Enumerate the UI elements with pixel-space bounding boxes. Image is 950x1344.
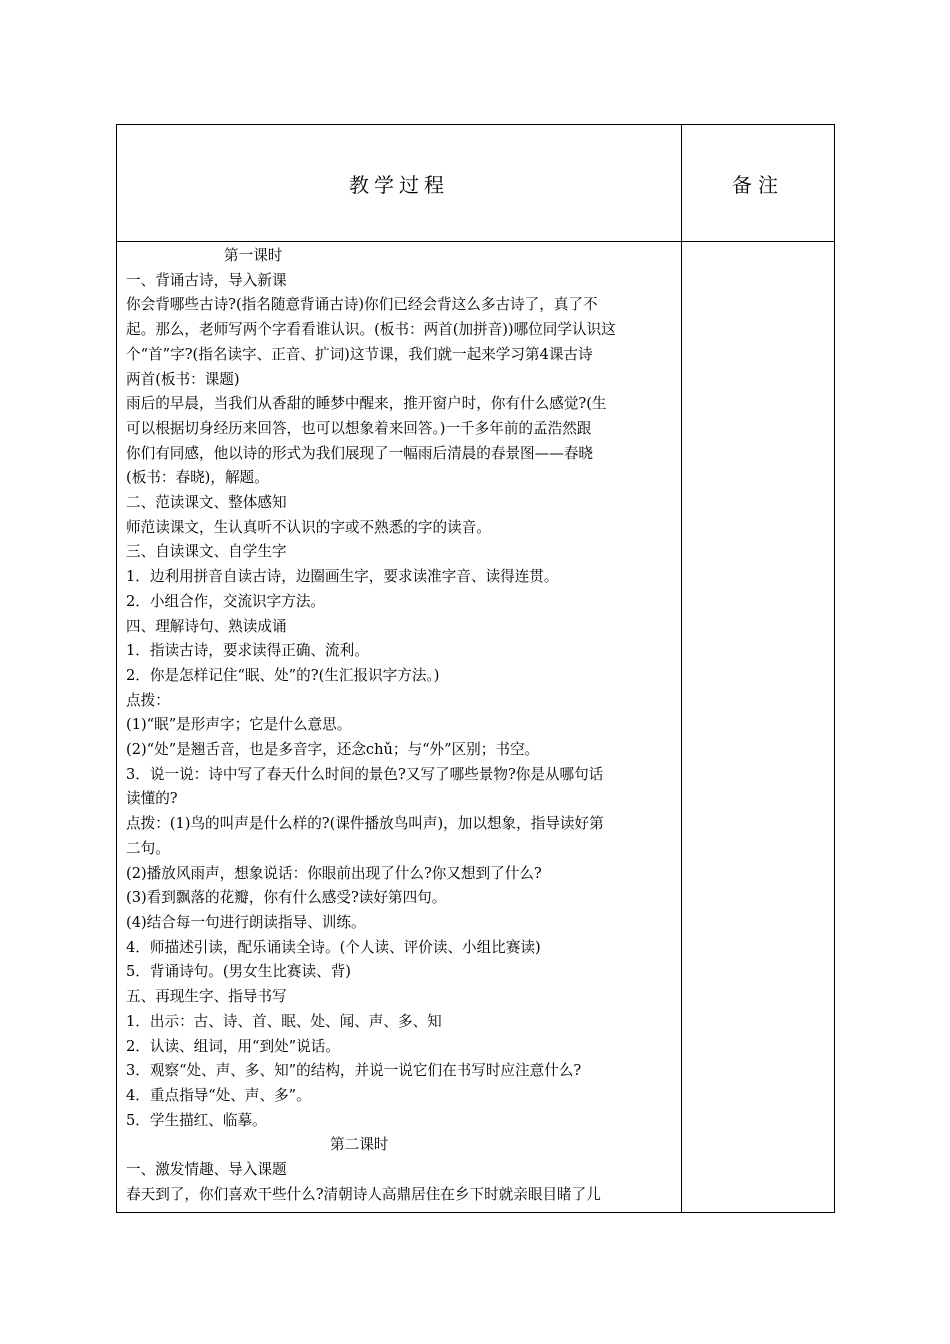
session2-title: 第二课时: [330, 1136, 389, 1154]
list-item: 4．重点指导“处、声、多”。: [126, 1086, 311, 1104]
paragraph-line: 雨后的早晨，当我们从香甜的睡梦中醒来，推开窗户时，你有什么感觉?(生: [126, 395, 607, 413]
lesson-table: [116, 124, 835, 1213]
section-heading: 一、激发情趣、导入课题: [126, 1161, 287, 1179]
list-item-continuation: 读懂的?: [126, 790, 178, 808]
list-item: 2．认读、组词，用“到处”说话。: [126, 1037, 340, 1055]
session1-title: 第一课时: [224, 247, 283, 264]
tip-label: 点拨：: [126, 691, 170, 709]
section-heading: 二、范读课文、整体感知: [126, 494, 287, 512]
paragraph-line: (板书：春晓)，解题。: [126, 469, 269, 487]
list-item: 2．小组合作，交流识字方法。: [126, 592, 326, 610]
header-divider: [117, 241, 834, 242]
paragraph-line: 两首(板书：课题): [126, 370, 240, 388]
section-heading: 一、背诵古诗，导入新课: [126, 271, 287, 289]
list-item: 1．指读古诗，要求读得正确、流利。: [126, 642, 369, 660]
list-item: 2．你是怎样记住“眠、处”的?(生汇报识字方法。): [126, 666, 440, 684]
paragraph-line: [126, 293, 674, 318]
header-teaching-process: 教学过程: [349, 172, 449, 197]
teaching-process-content: [126, 244, 674, 1210]
header-notes: 备注: [732, 172, 784, 197]
tip-item: (4)结合每一句进行朗读指导、训练。: [126, 913, 366, 931]
tip-item: (1)“眠”是形声字；它是什么意思。: [126, 716, 352, 734]
paragraph-line: 春天到了，你们喜欢干些什么?清朝诗人高鼎居住在乡下时就亲眼目睹了儿: [126, 1185, 601, 1203]
paragraph-line: 可以根据切身经历来回答，也可以想象着来回答。)一千多年前的孟浩然跟: [126, 419, 592, 437]
tip-item-continuation: 二句。: [126, 839, 170, 857]
list-item: 1．出示：古、诗、首、眠、处、闻、声、多、知: [126, 1012, 442, 1030]
list-item: 5．学生描红、临摹。: [126, 1111, 267, 1129]
section-heading: 五、再现生字、指导书写: [126, 988, 287, 1006]
tip-item: (2)“处”是翘舌音，也是多音字，还念chǔ；与“外”区别；书空。: [126, 741, 540, 759]
paragraph-text: 你会背哪些古诗?(指名随意背诵古诗)你们已经会背这么多古诗了，真了不: [126, 296, 598, 314]
tip-item: 点拨：(1)鸟的叫声是什么样的?(课件播放鸟叫声)，加以想象，指导读好第: [126, 815, 604, 833]
paragraph-line: 你们有同感，他以诗的形式为我们展现了一幅雨后清晨的春景图——春晓: [126, 444, 594, 462]
section-heading: 四、理解诗句、熟读成诵: [126, 617, 287, 635]
list-item: 3．说一说：诗中写了春天什么时间的景色?又写了哪些景物?你是从哪句话: [126, 765, 604, 783]
paragraph-line: 起。那么，老师写两个字看看谁认识。(板书：两首(加拼音))哪位同学认识这: [126, 321, 616, 339]
tip-item: (3)看到飘落的花瓣，你有什么感受?读好第四句。: [126, 889, 447, 907]
list-item: 3．观察“处、声、多、知”的结构，并说一说它们在书写时应注意什么?: [126, 1062, 582, 1080]
section-heading: 三、自读课文、自学生字: [126, 543, 287, 561]
paragraph-line: 师范读课文，生认真听不认识的字或不熟悉的字的读音。: [126, 518, 491, 536]
column-divider: [681, 125, 682, 1212]
list-item: 1．边利用拼音自读古诗，边圈画生字，要求读准字音、读得连贯。: [126, 568, 559, 586]
list-item: 5．背诵诗句。(男女生比赛读、背): [126, 963, 351, 981]
tip-item: (2)播放风雨声，想象说话：你眼前出现了什么?你又想到了什么?: [126, 864, 542, 882]
paragraph-line: 个“首”字?(指名读字、正音、扩词)这节课，我们就一起来学习第4课古诗: [126, 345, 593, 363]
list-item: 4．师描述引读，配乐诵读全诗。(个人读、评价读、小组比赛读): [126, 938, 541, 956]
